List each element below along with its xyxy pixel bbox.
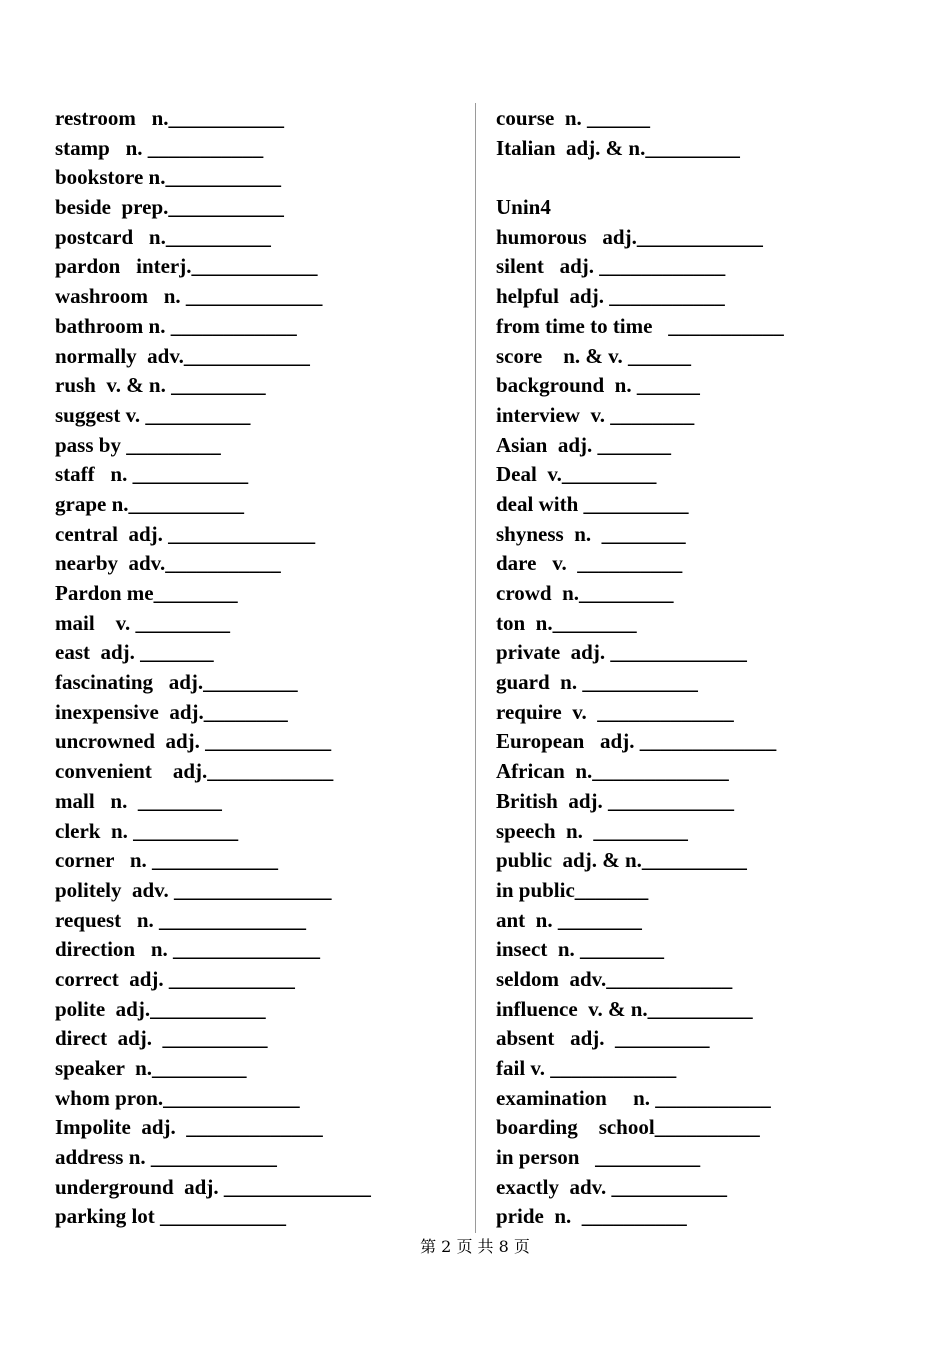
vocab-line: underground adj. ______________	[55, 1174, 371, 1199]
vocab-line: suggest v. __________	[55, 402, 251, 427]
vocab-line: east adj. _______	[55, 640, 214, 665]
vocab-line: speaker n._________	[55, 1056, 247, 1080]
vocab-line: polite adj.___________	[55, 996, 266, 1021]
vocab-line: politely adv. _______________	[55, 877, 332, 902]
vocab-line: postcard n.__________	[55, 224, 271, 249]
vocab-line: pass by _________	[55, 432, 221, 457]
vocab-line: whom pron._____________	[55, 1085, 300, 1110]
vocab-line: pardon interj.____________	[55, 254, 318, 279]
vocab-line: mail v. _________	[55, 610, 231, 635]
vocab-line: grape n.___________	[55, 491, 244, 516]
vocab-line: guard n. ___________	[496, 670, 698, 695]
vocab-line: uncrowned adj. ____________	[55, 729, 332, 754]
vocab-line: Asian adj. _______	[496, 432, 672, 457]
vocab-line: Impolite adj. _____________	[55, 1115, 323, 1140]
vocab-line: ant n. ________	[496, 907, 642, 932]
vocab-line: Deal v._________	[496, 462, 657, 487]
vocab-line: silent adj. ____________	[496, 254, 726, 279]
vocab-line: crowd n._________	[496, 581, 674, 605]
vocab-line: course n. ______	[496, 106, 650, 130]
vocab-line: rush v. & n. _________	[55, 373, 266, 398]
vocab-line: inexpensive adj.________	[55, 699, 288, 724]
vocab-line: private adj. _____________	[496, 640, 747, 665]
vocab-line: speech n. _________	[496, 818, 688, 843]
vocab-line: correct adj. ____________	[55, 966, 295, 991]
vocab-line: convenient adj.____________	[55, 759, 334, 784]
vocab-line: fail v. ____________	[496, 1056, 677, 1080]
vocab-line: examination n. ___________	[496, 1085, 771, 1110]
vocab-line: interview v. ________	[496, 402, 695, 427]
vocab-line: seldom adv.____________	[496, 966, 733, 991]
column-divider	[475, 103, 476, 1233]
vocab-line: influence v. & n.__________	[496, 996, 753, 1021]
vocab-line: mall n. ________	[55, 788, 222, 813]
vocab-line: Italian adj. & n._________	[496, 135, 740, 160]
page-footer: 第 2 页 共 8 页	[420, 1237, 530, 1256]
vocab-line: washroom n. _____________	[55, 284, 323, 309]
vocab-line: British adj. ____________	[496, 788, 735, 813]
vocab-line: staff n. ___________	[55, 462, 249, 487]
vocab-line: Pardon me________	[55, 581, 238, 605]
vocab-line: clerk n. __________	[55, 818, 239, 843]
vocab-line: deal with __________	[496, 491, 689, 516]
vocab-line: ton n.________	[496, 610, 637, 635]
vocab-line: shyness n. ________	[496, 521, 686, 546]
vocab-line	[496, 163, 926, 193]
vocab-line: normally adv.____________	[55, 343, 310, 368]
right-vocabulary-column	[496, 104, 926, 1232]
vocab-line: fascinating adj._________	[55, 670, 298, 695]
vocab-line: humorous adj.____________	[496, 224, 763, 249]
vocab-line: require v. _____________	[496, 699, 734, 724]
vocab-line: central adj. ______________	[55, 521, 316, 546]
left-vocabulary-column	[55, 104, 465, 1232]
vocab-line: score n. & v. ______	[496, 343, 692, 368]
vocab-line: in person __________	[496, 1145, 701, 1170]
vocab-line: stamp n. ___________	[55, 135, 264, 160]
vocab-line: pride n. __________	[496, 1204, 687, 1229]
vocab-line: restroom n.___________	[55, 106, 285, 130]
vocab-line: absent adj. _________	[496, 1026, 710, 1051]
vocab-line: direct adj. __________	[55, 1026, 268, 1051]
vocab-line: parking lot ____________	[55, 1204, 287, 1229]
vocab-line: public adj. & n.__________	[496, 848, 747, 873]
vocab-line: beside prep.___________	[55, 195, 284, 220]
vocab-line: corner n. ____________	[55, 848, 279, 873]
vocab-line: nearby adv.___________	[55, 551, 281, 576]
vocab-line: boarding school__________	[496, 1115, 760, 1140]
vocab-line: request n. ______________	[55, 907, 307, 932]
vocab-line: exactly adv. ___________	[496, 1174, 727, 1199]
vocab-line: address n. ____________	[55, 1145, 277, 1170]
vocab-line: European adj. _____________	[496, 729, 777, 754]
vocab-line: bookstore n.___________	[55, 165, 281, 190]
vocab-line: helpful adj. ___________	[496, 284, 725, 309]
vocab-line: Unin4	[496, 195, 551, 220]
vocab-line: African n._____________	[496, 759, 729, 784]
vocab-line: bathroom n. ____________	[55, 313, 297, 338]
vocab-line: dare v. __________	[496, 551, 683, 576]
vocab-line: in public_______	[496, 877, 649, 902]
vocab-line: background n. ______	[496, 373, 700, 398]
vocab-line: direction n. ______________	[55, 937, 321, 962]
vocab-line: insect n. ________	[496, 937, 664, 962]
vocab-line: from time to time ___________	[496, 313, 784, 338]
